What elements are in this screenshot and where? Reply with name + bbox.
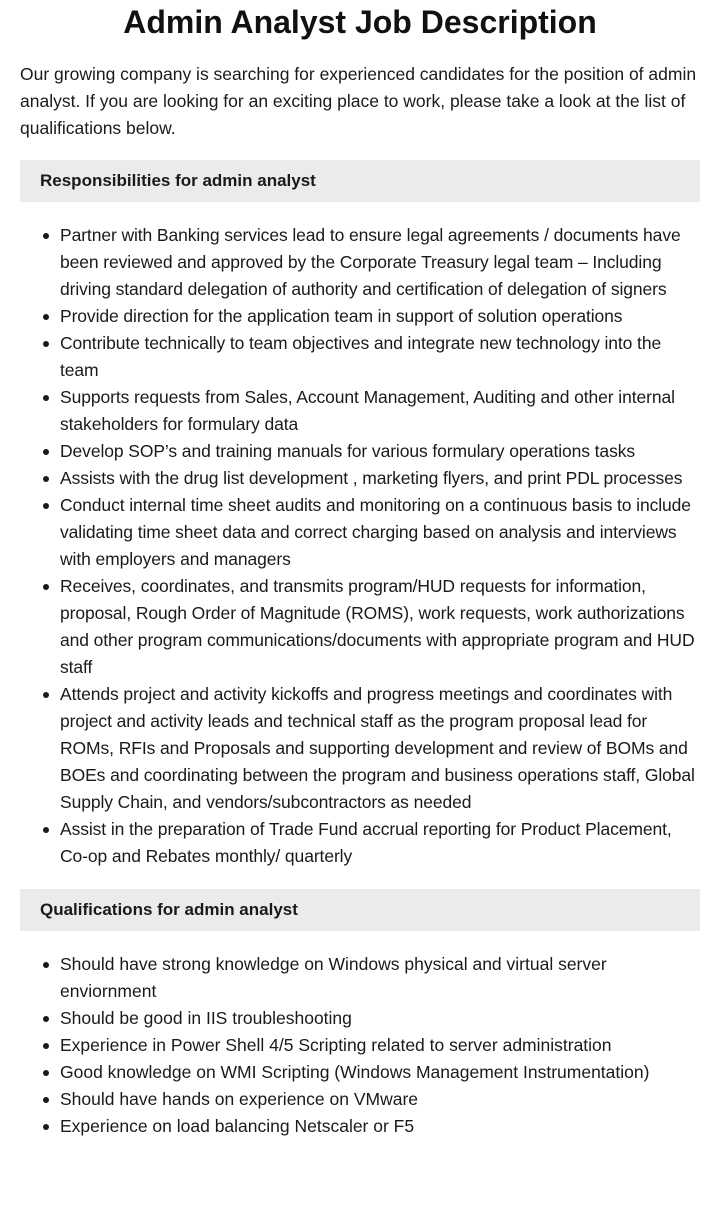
qualifications-heading: Qualifications for admin analyst bbox=[20, 889, 700, 931]
page-title: Admin Analyst Job Description bbox=[123, 4, 597, 40]
list-item: Good knowledge on WMI Scripting (Windows Management Instrumentation) bbox=[60, 1059, 700, 1086]
list-item: Assist in the preparation of Trade Fund accrual reporting for Product Placement, Co-op and Rebates monthly/ quarterly bbox=[60, 816, 700, 870]
list-item: Receives, coordinates, and transmits program/HUD requests for information, proposal, Rough Order of Magnitude (ROMS), work requests, work authorizations and other program communications/documents with appropriate program and HUD staff bbox=[60, 573, 700, 681]
intro-paragraph: Our growing company is searching for experienced candidates for the position of admin analyst. If you are looking for an exciting place to work, please take a look at the list of qualifications below. bbox=[20, 64, 697, 138]
qualifications-list bbox=[20, 951, 700, 1140]
responsibilities-list bbox=[20, 222, 700, 870]
list-item: Should have hands on experience on VMware bbox=[60, 1086, 700, 1113]
list-item: Provide direction for the application team in support of solution operations bbox=[60, 303, 700, 330]
list-item: Contribute technically to team objectives and integrate new technology into the team bbox=[60, 330, 700, 384]
list-item: Supports requests from Sales, Account Management, Auditing and other internal stakeholders for formulary data bbox=[60, 384, 700, 438]
list-item: Attends project and activity kickoffs and progress meetings and coordinates with project and activity leads and technical staff as the program proposal lead for ROMs, RFIs and Proposals and supporting development and review of BOMs and BOEs and coordinating between the program and business operations staff, Global Supply Chain, and vendors/subcontractors as needed bbox=[60, 681, 700, 816]
list-item: Develop SOP’s and training manuals for various formulary operations tasks bbox=[60, 438, 700, 465]
list-item: Should have strong knowledge on Windows physical and virtual server enviornment bbox=[60, 951, 700, 1005]
list-item: Partner with Banking services lead to ensure legal agreements / documents have been reviewed and approved by the Corporate Treasury legal team – Including driving standard delegation of authority and certification of delegation of signers bbox=[60, 222, 700, 303]
list-item: Assists with the drug list development , marketing flyers, and print PDL processes bbox=[60, 465, 700, 492]
list-item: Experience on load balancing Netscaler or F5 bbox=[60, 1113, 700, 1140]
responsibilities-heading: Responsibilities for admin analyst bbox=[20, 160, 700, 202]
list-item: Experience in Power Shell 4/5 Scripting related to server administration bbox=[60, 1032, 700, 1059]
list-item: Conduct internal time sheet audits and monitoring on a continuous basis to include validating time sheet data and correct charging based on analysis and interviews with employers and managers bbox=[60, 492, 700, 573]
list-item: Should be good in IIS troubleshooting bbox=[60, 1005, 700, 1032]
